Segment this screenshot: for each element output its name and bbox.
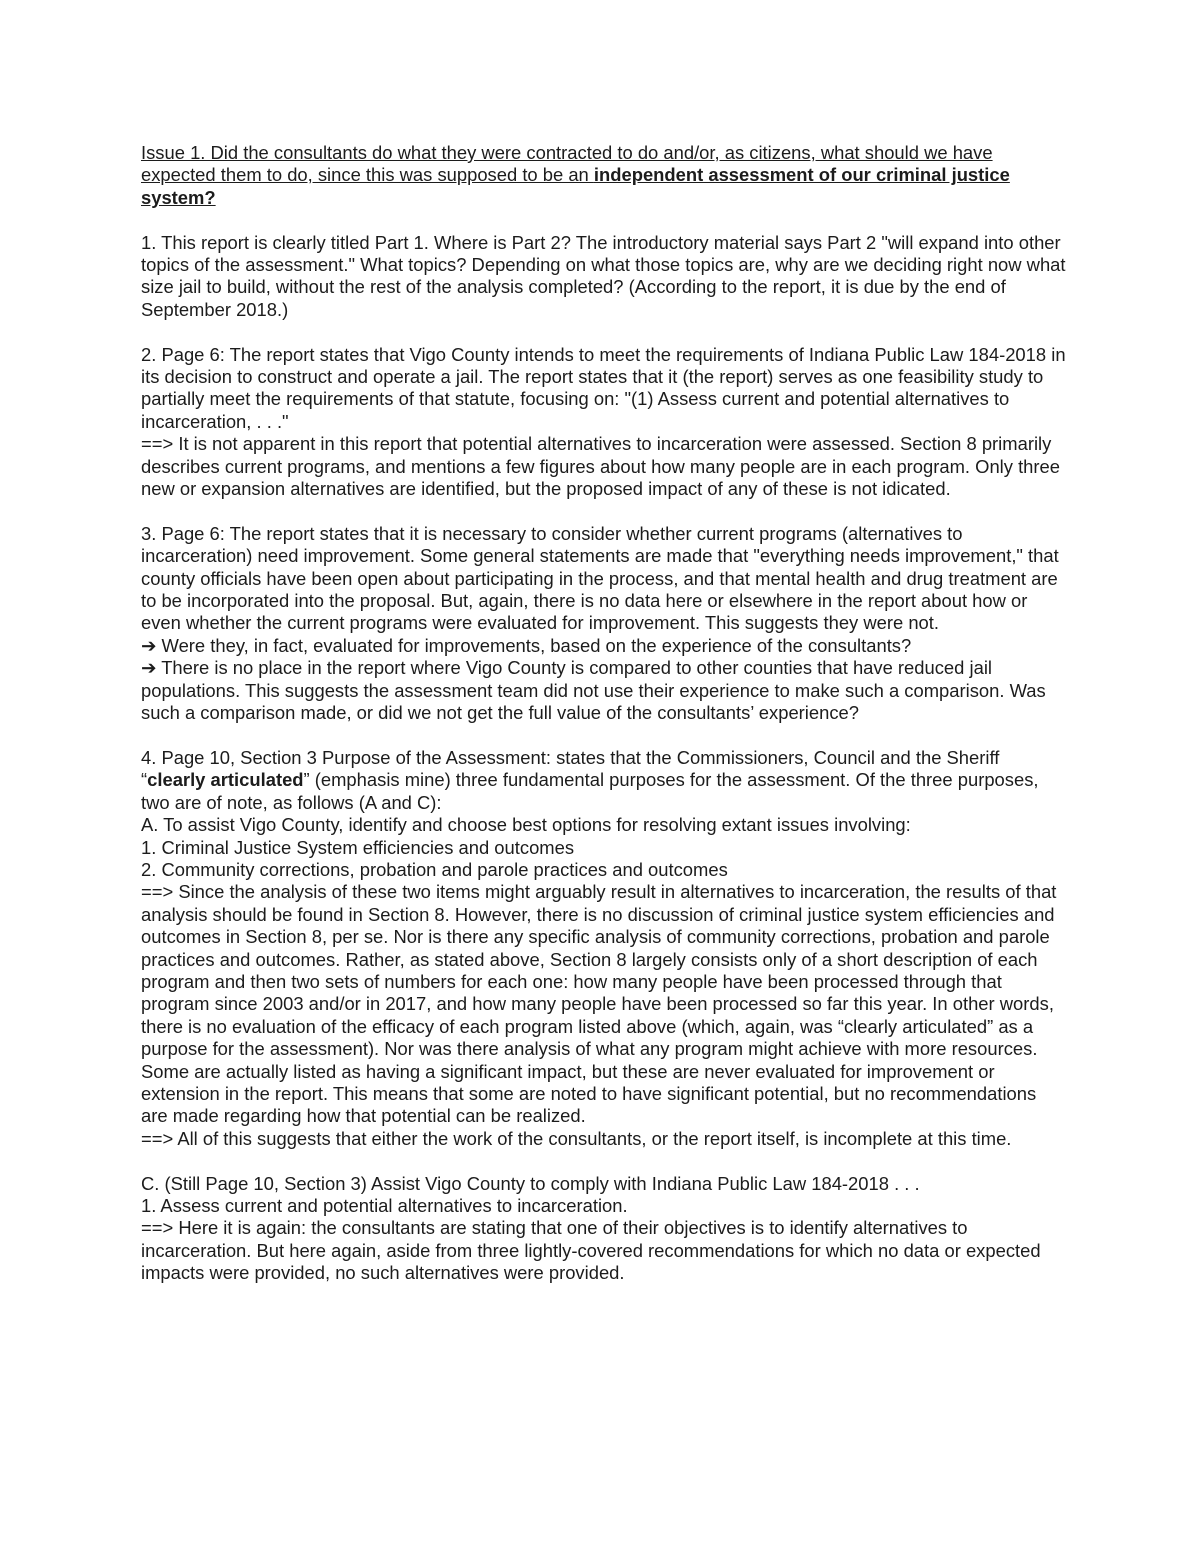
paragraph-4-item-1: 1. Criminal Justice System efficiencies and outcomes [141, 836, 575, 858]
bullet-2-text: There is no place in the report where Vigo County is compared to other counties that have reduced jail populations. This suggests the assessment team did not use their experience to make such a comparison. Was such a comparison made, or did we not get the full value of the consultants’ experience? [141, 657, 1046, 724]
paragraph-4-note-2: ==> All of this suggests that either the work of the consultants, or the report itself, is incomplete at this time. [141, 1127, 1012, 1149]
paragraph-5-note: ==> Here it is again: the consultants are stating that one of their objectives is to identify alternatives to incarceration. But here again, aside from three lightly-covered recommendations for which no data or expected impacts were provided, no such alternatives were provided. [141, 1217, 1041, 1284]
issue-heading-text: Issue 1. Did the consultants do what they were contracted to do and/or, as citizens, what should we have expected them to do, since this was supposed to be an [141, 142, 993, 186]
paragraph-2-text: 2. Page 6: The report states that Vigo County intends to meet the requirements of Indiana Public Law 184-2018 in its decision to construct and operate a jail. The report states that it (the report) serves as one feasibility study to partially meet the requirements of that statute, focusing on: "(1) Assess current and potential alternatives to incarceration, . . ." [141, 343, 1066, 432]
paragraph-3-bullet-1 [141, 635, 1066, 657]
paragraph-4-item-2: 2. Community corrections, probation and parole practices and outcomes [141, 858, 728, 880]
paragraph-4-intro-b: ” (emphasis mine) three fundamental purposes for the assessment. Of the three purposes, two are of note, as follows (A and C): [141, 769, 1039, 813]
paragraph-2 [141, 344, 1066, 501]
paragraph-4 [141, 747, 1066, 1150]
paragraph-5 [141, 1173, 1066, 1285]
paragraph-3-text: 3. Page 6: The report states that it is necessary to consider whether current programs (alternatives to incarceration) need improvement. Some general statements are made that "everything needs improvement," that county officials have been open about participating in the process, and that mental health and drug treatment are to be incorporated into the proposal. But, again, there is no data here or elsewhere in the report about how or even whether the current programs were evaluated for improvement. This suggests they were not. [141, 522, 1059, 634]
arrow-icon: ➔ [141, 657, 157, 679]
paragraph-4-note-1: ==> Since the analysis of these two items might arguably result in alternatives to incarceration, the results of that analysis should be found in Section 8. However, there is no discussion of criminal justice system efficiencies and outcomes in Section 8, per se. Nor is there any specific analysis of community corrections, probation and parole practices and outcomes. Rather, as stated above, Section 8 largely consists only of a short description of each program and then two sets of numbers for each one: how many people have been processed through that program since 2003 and/or in 2017, and how many people have been processed so far this year. In other words, there is no evaluation of the efficacy of each program listed above (which, again, was “clearly articulated” as a purpose for the assessment). Nor was there analysis of what any program might achieve with more resources. Some are actually listed as having a significant impact, but these are never evaluated for improvement or extension in the report. This means that some are noted to have significant potential, but no recommendations are made regarding how that potential can be realized. [141, 881, 1057, 1127]
issue-heading-bold: independent assessment of our criminal justice system? [141, 164, 1010, 208]
paragraph-1-text: 1. This report is clearly titled Part 1. Where is Part 2? The introductory material says Part 2 "will expand into other topics of the assessment." What topics? Depending on what those topics are, why are we deciding right now what size jail to build, without the rest of the analysis completed? (According to the report, it is due by the end of September 2018.) [141, 231, 1066, 320]
paragraph-3 [141, 523, 1066, 725]
bullet-1-text: Were they, in fact, evaluated for improvements, based on the experience of the consultants? [161, 634, 912, 656]
paragraph-4-intro-bold: clearly articulated [147, 769, 304, 791]
issue-heading [141, 142, 1066, 209]
paragraph-4-intro-a: 4. Page 10, Section 3 Purpose of the Assessment: states that the Commissioners, Council and the Sheriff “ [141, 746, 1000, 791]
paragraph-4-item-a: A. To assist Vigo County, identify and choose best options for resolving extant issues involving: [141, 814, 911, 836]
arrow-icon: ➔ [141, 634, 157, 656]
paragraph-5-item-c: C. (Still Page 10, Section 3) Assist Vigo County to comply with Indiana Public Law 184-2018 . . . [141, 1172, 920, 1194]
paragraph-1 [141, 232, 1066, 322]
paragraph-4-intro [141, 747, 1066, 814]
document-page [141, 142, 1066, 1285]
paragraph-3-bullet-2 [141, 657, 1066, 724]
paragraph-5-item-1: 1. Assess current and potential alternatives to incarceration. [141, 1195, 628, 1217]
paragraph-2-note: ==> It is not apparent in this report that potential alternatives to incarceration were assessed. Section 8 primarily describes current programs, and mentions a few figures about how many people are in each program. Only three new or expansion alternatives are identified, but the proposed impact of any of these is not idicated. [141, 433, 1060, 500]
